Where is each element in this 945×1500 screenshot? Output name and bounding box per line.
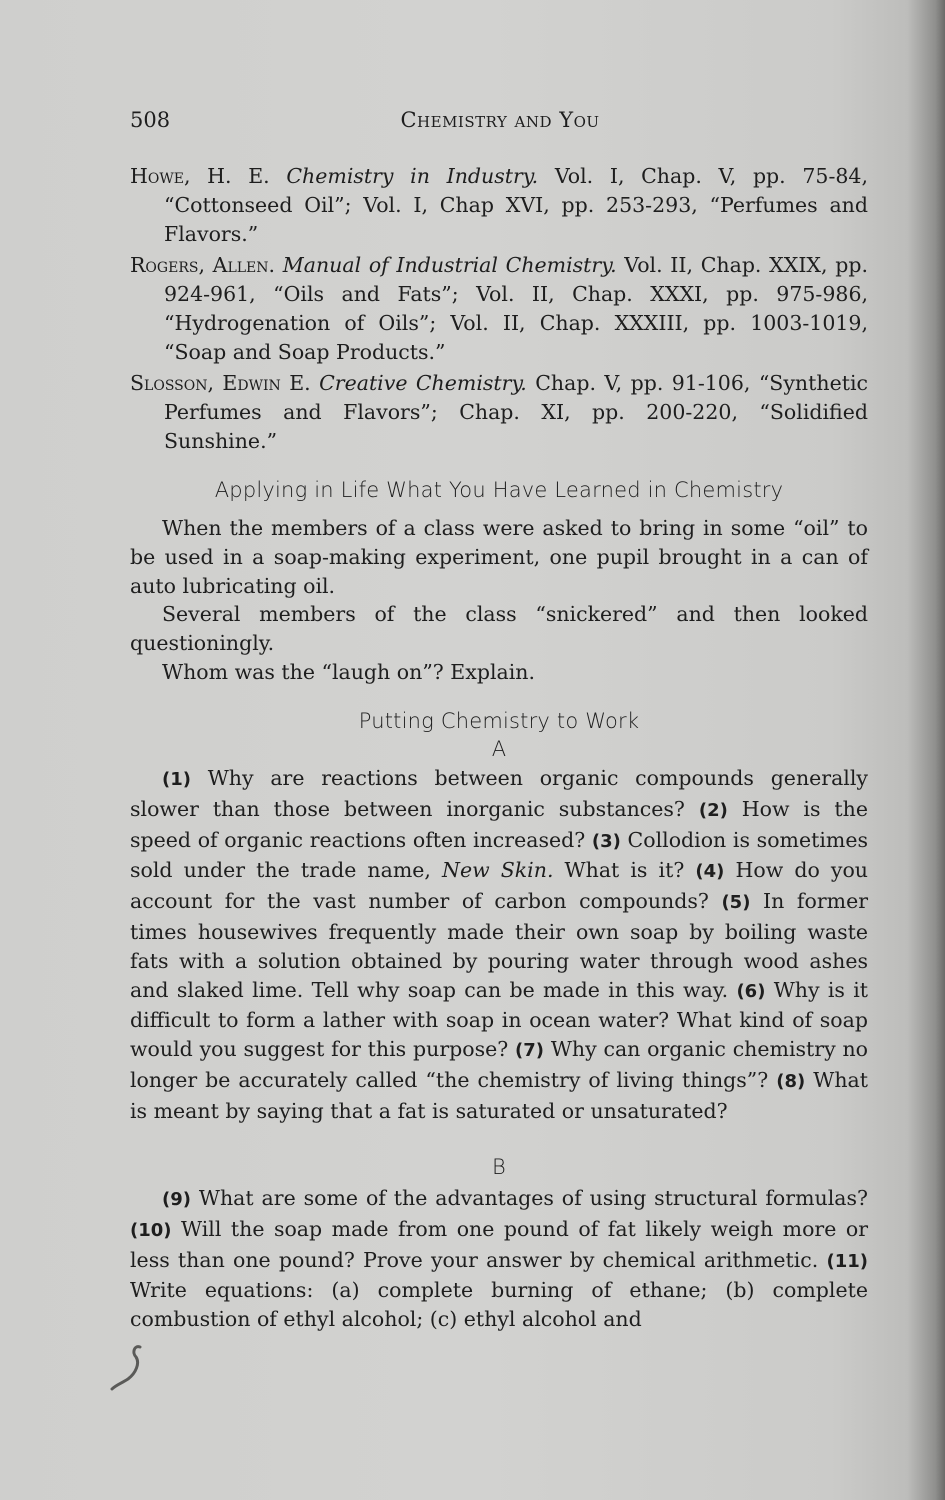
section-b-questions <box>130 1184 868 1334</box>
question-number: (10) <box>130 1219 172 1241</box>
question-text: What is it? <box>553 858 696 883</box>
question-number: (5) <box>721 892 751 914</box>
question-number: (4) <box>695 861 725 883</box>
section-a-label: A <box>491 737 507 761</box>
page-header <box>130 108 870 138</box>
question-text: How do you account for the vast number of carbon compounds? <box>130 858 868 914</box>
applying-section-title: Applying in Life What You Have Learned in Chemistry <box>214 478 784 502</box>
question-number: (2) <box>698 799 728 821</box>
reference-author: Rogers, Allen. <box>130 253 276 277</box>
putting-section-title: Putting Chemistry to Work <box>358 709 640 733</box>
question-number: (8) <box>776 1070 806 1092</box>
reference-details: Chap. V, pp. 91-106, “Synthetic Perfumes and Flavors”; Chap. XI, pp. 200-220, “Solidified Sunshine.” <box>164 371 868 453</box>
reference-list <box>130 162 868 458</box>
question-paragraph <box>130 1184 868 1334</box>
reference-title: Creative Chemistry. <box>319 371 527 395</box>
question-text: Write equations: (a) complete burning of ethane; (b) complete combustion of ethyl alcohol; (c) ethyl alcohol and <box>130 1278 868 1332</box>
reference-title: Chemistry in Industry. <box>286 164 539 188</box>
pencil-mark-icon <box>106 1343 146 1393</box>
reference-author: Slosson, Edwin E. <box>130 371 311 395</box>
question-number: (6) <box>736 980 766 1002</box>
question-text: Why can organic chemistry no longer be accurately called “the chemistry of living things”? <box>130 1037 868 1092</box>
section-a-questions <box>130 764 868 1126</box>
question-text: Collodion is sometimes sold under the trade name, <box>130 827 868 883</box>
page-number: 508 <box>130 108 171 132</box>
question-text: What are some of the advantages of using structural formulas? <box>190 1186 868 1210</box>
reference-author: Howe, H. E. <box>130 164 270 188</box>
applying-section-body <box>130 514 868 687</box>
section-b-label: B <box>492 1155 506 1179</box>
trade-name: New Skin. <box>442 858 554 883</box>
paragraph: Whom was the “laugh on”? Explain. <box>162 659 536 684</box>
question-number: (3) <box>591 830 621 852</box>
running-head: Chemistry and You <box>400 108 600 132</box>
question-text: Will the soap made from one pound of fat likely weigh more or less than one pound? Prove your answer by chemical arithmetic. <box>130 1216 868 1272</box>
question-text: How is the speed of organic reactions often increased? <box>130 796 868 852</box>
question-number: (1) <box>162 769 191 790</box>
question-text: Why is it difficult to form a lather with soap in ocean water? What kind of soap would you suggest for this purpose? <box>130 977 869 1062</box>
reference-item <box>130 369 868 456</box>
question-text: What is meant by saying that a fat is saturated or unsaturated? <box>130 1067 869 1123</box>
paragraph: Several members of the class “snickered” and then looked questioningly. <box>130 602 868 656</box>
reference-item <box>130 251 868 367</box>
question-text: In former times housewives frequently made their own soap by boiling waste fats with a solution obtained by pouring water through wood ashes and slaked lime. Tell why soap can be made in this way. <box>130 889 868 1002</box>
question-paragraph <box>130 764 868 1126</box>
reference-details: Vol. I, Chap. V, pp. 75-84, “Cottonseed Oil”; Vol. I, Chap XVI, pp. 253-293, “Perfumes and Flavors.” <box>164 164 868 246</box>
question-number: (9) <box>162 1189 191 1210</box>
reference-title: Manual of Industrial Chemistry. <box>282 253 617 277</box>
question-number: (7) <box>515 1040 545 1062</box>
question-number: (11) <box>826 1250 868 1272</box>
question-text: Why are reactions between organic compounds generally slower than those between inorganic substances? <box>130 766 868 821</box>
reference-details: Vol. II, Chap. XXIX, pp. 924-961, “Oils and Fats”; Vol. II, Chap. XXXI, pp. 975-986, “Hydrogenation of Oils”; Vol. II, Chap. XXXIII, pp. 1003-1019, “Soap and Soap Products.” <box>164 253 868 364</box>
reference-item <box>130 162 868 249</box>
paragraph: When the members of a class were asked to bring in some “oil” to be used in a soap-making experiment, one pupil brought in a can of auto lubricating oil. <box>130 516 868 598</box>
